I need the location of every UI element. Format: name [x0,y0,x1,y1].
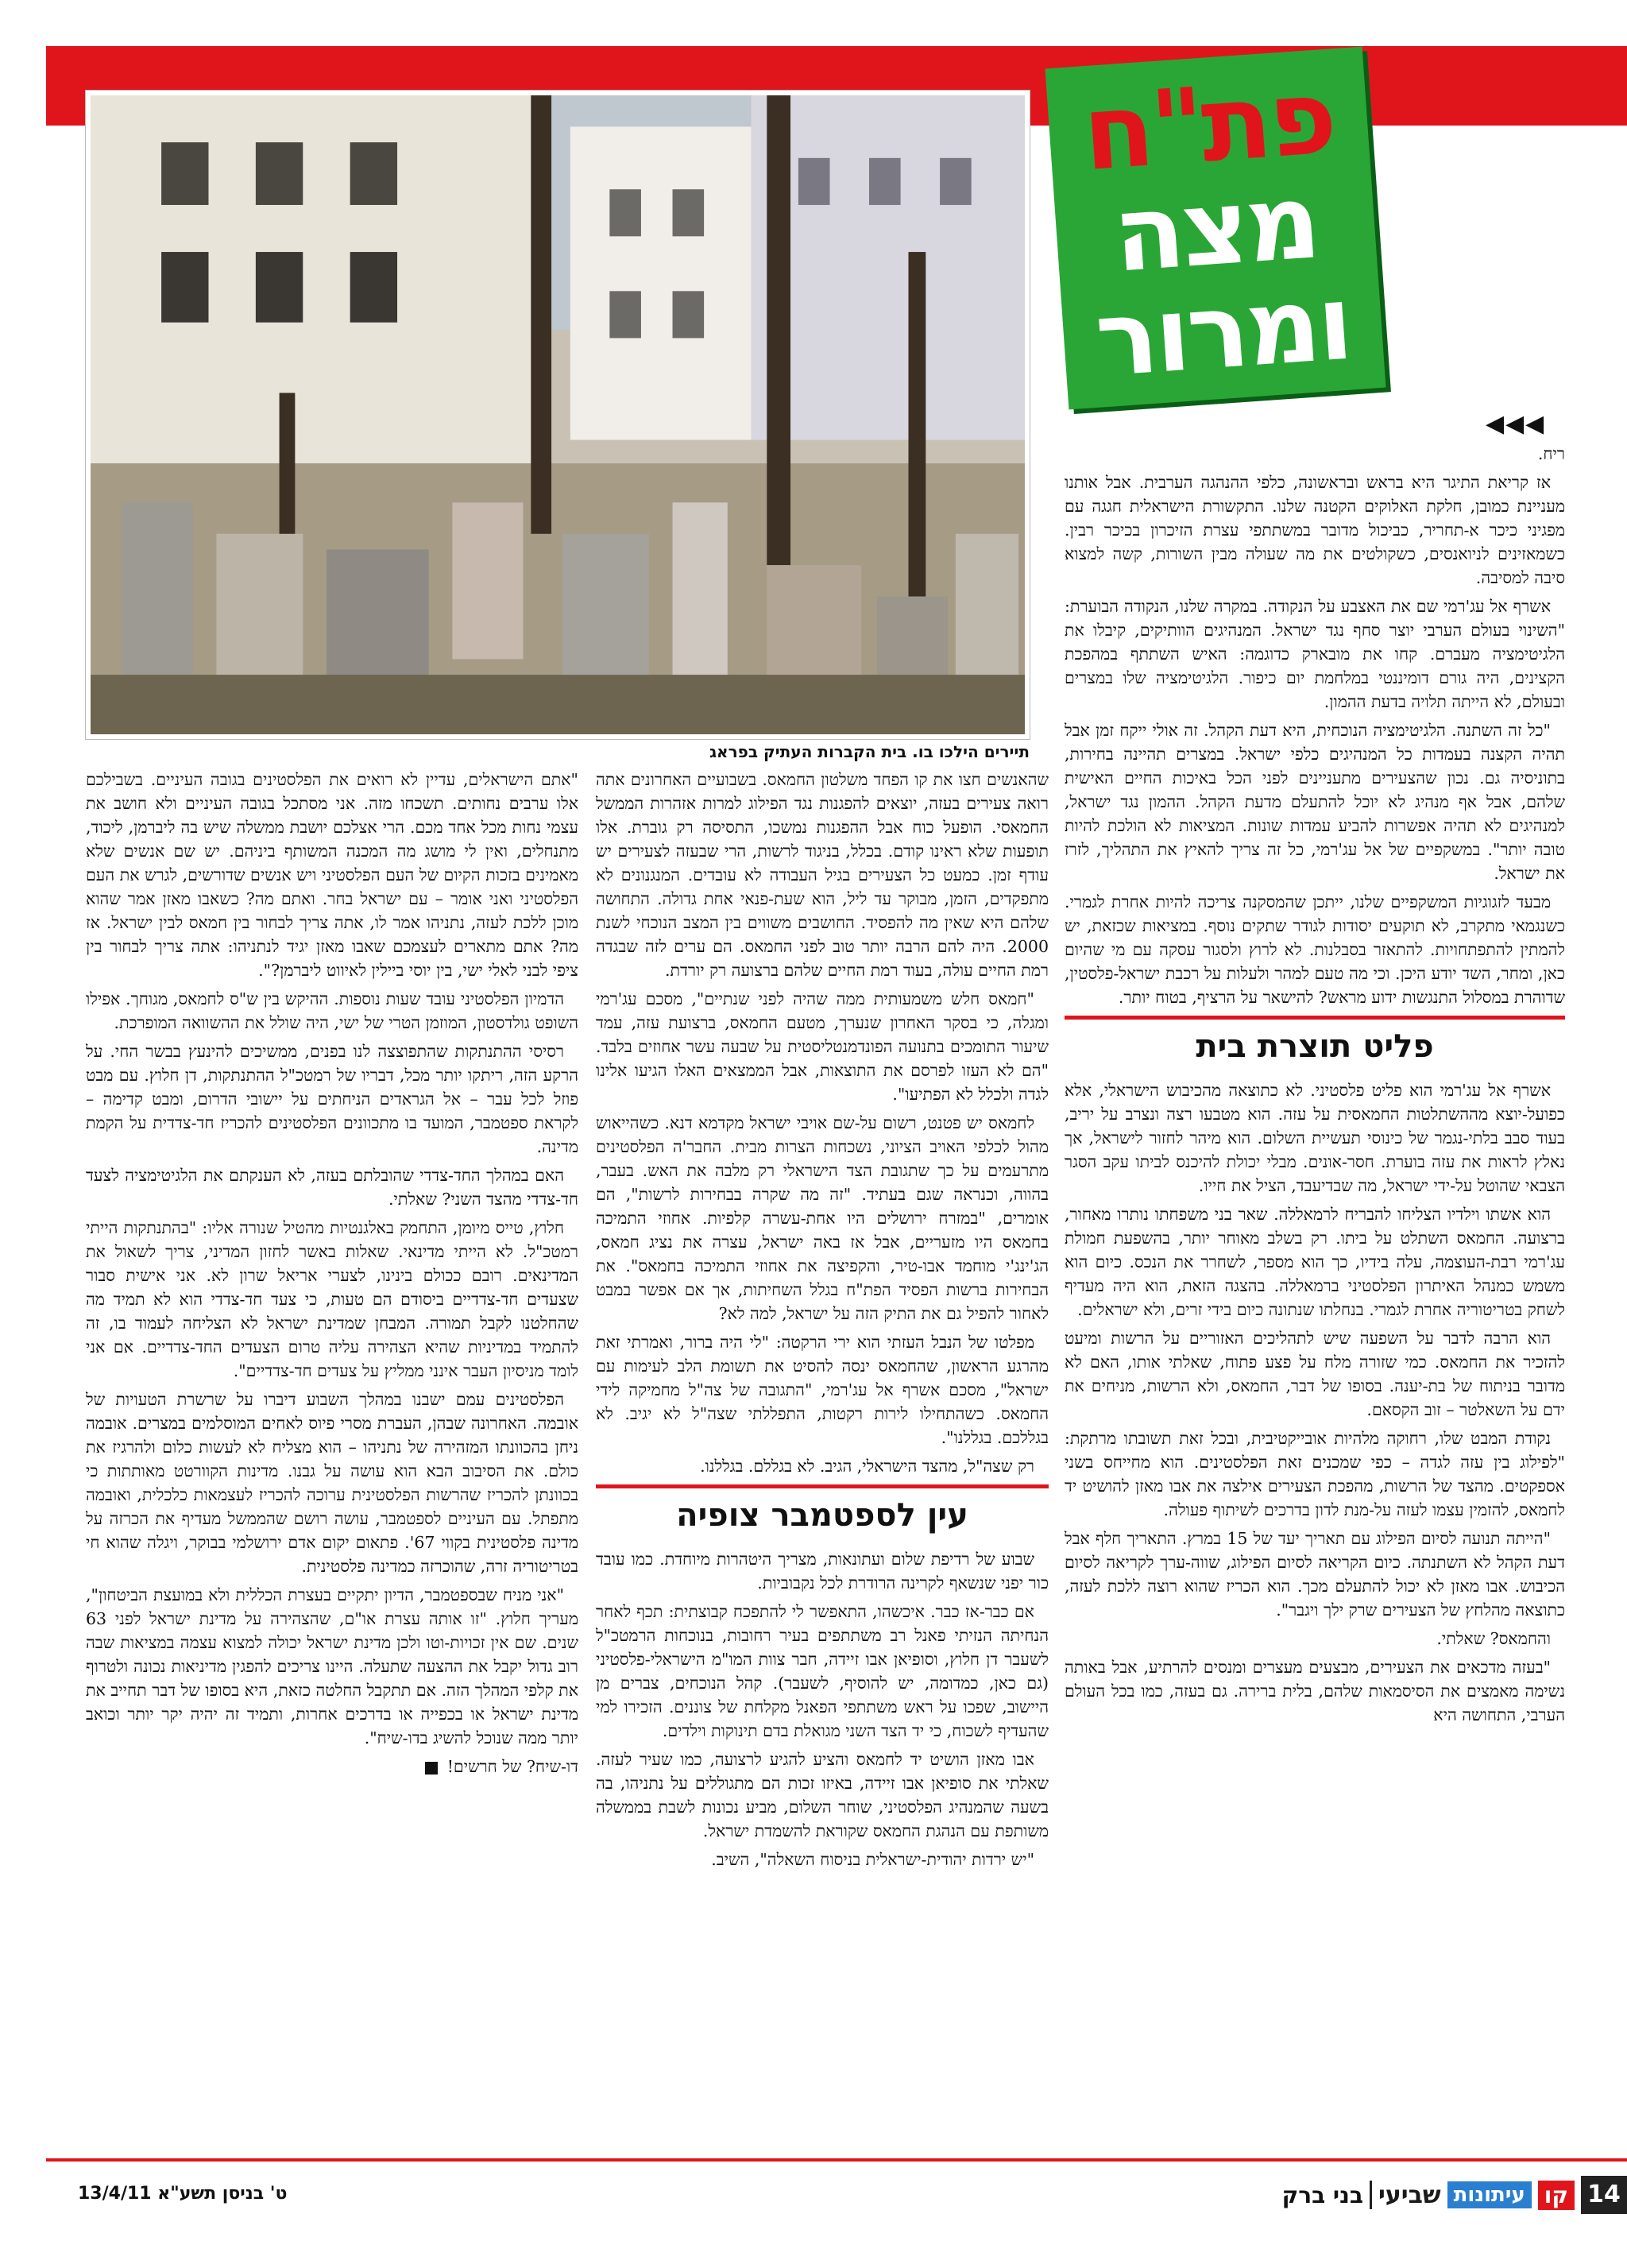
paragraph: אם כבר-אז כבר. איכשהו, התאפשר לי להתפכח קבוצתית: תכף לאחר הנחיתה הנזיתי פאנל רב משתתפים בעיר רחובות, בנוכחות הרמטכ"ל לשעבר דן חלוץ, וסופיאן אבו זיידה, חבר צוות המו"מ הישראלי-פלסטיני (גם כאן, כמדומה, יש להוסיף, לשעבר). קהל הנוכחים, צברים מן היישוב, שפכו על ראש משתתפי הפאנל מקלחת של צוננים. הזכירו למי שהעדיף לשכוח, כי יד הצד השני מגואלת בדם תינוקות וילדים. [596,1602,1049,1740]
paragraph: הוא אשתו וילדיו הצליחו להבריח לרמאללה. שאר בני משפחתו נותרו מאחור, ברצועה. החמאס השתלט על ביתו. רק בשלב מאוחר יותר, בהשפעת חמולת עג'רמי רבת-העוצמה, עלה בידיו, כך הוא מספר, לשחרר את הנכס. כיום הוא משמש כמנהל האיתרון הפלסטיני ברמאללה. בהצגה הזאת, הוא היה מעדיף לשחק בטריטוריה אחרת לגמרי. בנחלתו שנתונה כיום בידי זרים, ולא ישראלים. [1065,1205,1565,1319]
logo-separator [1370,2181,1372,2209]
paragraph: "חמאס חלש משמעותית ממה שהיה לפני שנתיים", מסכם עג'רמי ומגלה, כי בסקר האחרון שנערך, מטעם החמאס, ברצועת עזה, עמד שיעור התומכים בתנועה הפונדמנטליסטית על שבעה עשר אחוזים בלבד. "הם לא העזו לפרסם את התוצאות, אבל הממצאים האלו הגיעו אלינו לגדה ולכלל לא הפתיעו". [596,989,1049,1104]
paragraph: מפלטו של הנבל העזתי הוא ירי הרקטה: "לי היה ברור, ואמרתי זאת מהרגע הראשון, שהחמאס ינסה להסיט את תשומת הלב לעימות עם ישראל", מסכם אשרף אל עג'רמי, "התגובה של צה"ל מחמיקה לידי החמאס. כשהתחילו לירות רקטות, התפללתי שצה"ל לא יגיב. לא בגללכם. בגללנו". [596,1333,1049,1447]
section-subhead: פליט תוצרת בית [1065,1016,1565,1070]
paragraph: "הייתה תנועה לסיום הפילוג עם תאריך יעד של 15 במרץ. התאריך חלף אבל דעת הקהל לא השתנתה. כיום הקריאה לסיום הפילוג, שווה-ערך לקריאה לסיום הכיבוש. אבו מאזן לא יכול להתעלם מכך. הוא הכריז שהוא רוצה ללכת לעזה, כתוצאה מהלחץ של הצעירים שרק ילך ויגבר". [1065,1529,1565,1620]
paragraph: שבוע של רדיפת שלום ועתונאות, מצריך היטהרות מיוחדת. כמו עובד כור יפני שנשאף לקרינה הרודרת לכל נקבוביות. [596,1550,1049,1593]
paragraph: "כל זה השתנה. הלגיטימציה הנוכחית, היא דעת הקהל. זה אולי ייקח זמן אבל תהיה הקצנה בעמדות כל המנהיגים כלפי ישראל. במצרים תהיינה בחירות, בתוניסיה גם. נכון שהצעירים מתעניינים לפני הכל באיכות החיים האישית שלהם, אבל אף מנהיג לא יוכל להתעלם מדעת הקהל. ההמון נגד ישראל, למנהיגים לא תהיה אפשרות להביע עמדות שונות. המציאות לא הולכת להיות טובה יותר". במשקפיים של אל עג'רמי, כל זה צריך להאיץ את התהליך, לזרז את ישראל. [1065,721,1565,883]
paragraph: אבו מאזן הושיט יד לחמאס והציע להגיע לרצועה, כמו שעיר לעזה. שאלתי את סופיאן אבו זיידה, באיזו זכות הם מתגוללים על נתניהו, בה בשעה שהמנהיג הפלסטיני, שוחר השלום, מביע נכונות לשבת בממשלה משותפת עם הנהגת החמאס שקוראת להשמדת ישראל. [596,1750,1049,1840]
publication-logo [1282,2176,1575,2214]
article-column-1 [1065,442,1565,2127]
paragraph: "בעזה מדכאים את הצעירים, מבצעים מעצרים ומנסים להרתיע, אבל באותה נשימה מאמצים את הסיסמאות שלהם, בלית ברירה. גם בעזה, כמו בכל העולם הערבי, התחושה היא [1065,1658,1565,1724]
paragraph: רסיסי ההתנתקות שהתפוצצה לנו בפנים, ממשיכים להינעץ בבשר החי. על הרקע הזה, ריתקו יותר מכל, דבריו של רמטכ"ל ההתנתקות, דן חלוץ. עם מבט פוזל לכל עבר – אל הגראדים הניחתים על יישובי הדרום, ומבט קדימה – לקראת ספטמבר, המועד בו מתכוונים הפלסטינים להכריז חד-צדדית על הקמת מדינה. [86,1042,578,1156]
paragraph: "אתם הישראלים, עדיין לא רואים את הפלסטינים בגובה העיניים. בשבילכם אלו ערבים נחותים. תשכחו מזה. אני מסתכל בגובה העיניים ולא חושב את עצמי נחות מכל אחד מכם. הרי אצלכם יושבת ממשלה שיש בה ליברמן, ליכוד, מתנחלים, ואין לי מושג מה המכנה המשותף ביניהם. יש שם אנשים שלא מאמינים בזכות הקיום של העם הפלסטיני ויש אנשים שדורשים, לגרש את העם הפלסטיני ואני אומר – עם ישראל בחר. ואתם מה? כשאבו מאזן אמר שהוא מוכן ללכת לעזה, נתניהו אמר לו, אתה צריך לבחור בין חמאס לבין ישראל. אז מה? אתם מתארים לעצמכם שאבו מאזן יגיד לנתניהו: אתה צריך לבחור בין ציפי לבני לאלי ישי, בין יוסי ביילין לאיווט ליברמן?". [86,770,578,980]
paragraph: ריח. [1537,444,1565,463]
continuation-arrows-icon: ◀◀◀ [1486,410,1546,438]
title-line-2: מצה [1109,161,1322,296]
photo-caption: תיירים הילכו בו. בית הקברות העתיק בפראג [709,742,1030,761]
paragraph: אז קריאת התיגר היא בראש ובראשונה, כלפי ההנהגה הערבית. אבל אותנו מעניינת כמובן, חלקת האלוקים הקטנה שלנו. התקשורת הישראלית חגגה עם מפגיני כיכר א-תחריר, כביכול מדובר במשתתפי עצרת הזיכרון בכיכר רבין. כשמאזינים לניואנסים, כשקולטים את מה שעולה מבין השורות, קשה למצוא סיבה למסיבה. [1065,473,1565,587]
paragraph: והחמאס? שאלתי. [1436,1629,1551,1648]
paragraph: שהאנשים חצו את קו הפחד משלטון החמאס. בשבועיים האחרונים אתה רואה צעירים בעזה, יוצאים להפגנות נגד הפילוג למרות אזהרות הממשל החמאסי. הופעל כוח אבל ההפגנות נמשכו, התסיסה רק גוברת. אלו תופעות שלא ראינו קודם. בכלל, בניגוד לרשות, הרי שבעזה לצעירים יש עודף זמן. כמעט כל הצעירים בגיל העבודה לא עובדים. המנגנונים לא מתפקדים, הזמן, מבוקר עד ליל, הוא שעת-פנאי אחת גדולה. התחושה שלהם היא שאין מה להפסיד. החושבים משווים בין המצב הנוכחי לשנת 2000. היה להם הרבה יותר טוב לפני החמאס. הם ערים לזה שבגדה רמת החיים עולה, בעוד רמת החיים שלהם ברצועה רק יורדת. [596,770,1049,980]
closing-text: דו-שיח? של חרשים! [446,1757,578,1776]
page-number: 14 [1581,2176,1627,2214]
bottom-red-rule [46,2158,1627,2162]
paragraph: אשרף אל עג'רמי שם את האצבע על הנקודה. במקרה שלנו, הנקודה הבוערת: "השינוי בעולם הערבי יוצר סחף נגד ישראל. המנהיגים הוותיקים, קיבלו את הלגיטימציה מעברם. קחו את מובארק כדוגמה: האיש השתתף במהפכת הקצינים, היה גורם דומיננטי במלחמת יום כיפור. הלגיטימציה שלו במצרים ובעולם, לא הייתה תלויה בדעת ההמון. [1065,597,1565,711]
title-line-3: ומרור [1092,261,1354,401]
logo-kav: קו [1538,2181,1575,2210]
logo-city: בני ברק [1281,2181,1363,2208]
title-line-1: פת"ח [1079,56,1338,195]
cemetery-illustration [91,95,1025,734]
paragraph: מבעד לזגוגיות המשקפיים שלנו, ייתכן שהמסקנה צריכה להיות אחרת לגמרי. כשנגמאי מתקרב, לא תוקעים יסודות לגודר שתקים נוסף. במציאות שכזאת, יש להמתין להתפתחויות. להתאזר בסבלנות. לא לרוץ ולסגור עסקה עם מי שהיום כאן, ומחר, השד יודע היכן. וכי מה טעם למהר ולעלות על רכבת ישראל-פלסטין, שדוהרת במסלול התנגשות ידוע מראש? להישאר על הרציף, בטוח יותר. [1065,892,1565,1007]
issue-date: ט' בניסן תשע"א 13/4/11 [78,2184,288,2204]
page-footer [46,2171,1627,2219]
article-column-3 [86,768,578,2127]
paragraph: חלוץ, טייס מיומן, התחמק באלגנטיות מהטיל שנורה אליו: "בהתנתקות הייתי רמטכ"ל. לא הייתי מדינאי. שאלות באשר לחזון המדיני, צריך לשאול את המדינאים. רובם ככולם בינינו, לצערי אריאל שרון לא. אני אישית סבור שצעדים חד-צדדיים ביסודם הם טעות, כי צעד חד-צדדי הוא לא תמיד מה שהחלטנו לקבל תמורה. המבחן שמדינת ישראל לא הצליחה לעמוד בו, זה להתמיד במדיניות שהיא הצהירה עליה טרום הצעדים החד-צדדיים. אם אני לומד מניסיון העבר אינני ממליץ על צעדים חד-צדדיים". [86,1218,578,1380]
paragraph: "אני מניח שבספטמבר, הדיון יתקיים בעצרת הכללית ולא במועצת הביטחון", מעריך חלוץ. "זו אותה עצרת או"ם, שהצהירה על מדינת ישראל לפני 63 שנים. שם אין זכויות-וטו ולכן מדינת ישראל יכולה למצוא עצמה במציאות שבה רוב גדול יקבל את ההצעה שתעלה. היינו צריכים להפגין מדיניאות נכונה ולטרוף את קלפי המהלך הזה. אם תתקבל החלטה כזאת, היא בסופו של דבר תחייב את מדינת ישראל או בכפייה או בדרכים אחרות, ותמיד זה יהיה יקר יותר וכואב יותר ממה שנוכל להשיג בדו-שיח". [86,1585,578,1747]
paragraph: לחמאס יש פטנט, רשום על-שם אויבי ישראל מקדמא דנא. כשהייאוש מהול לכלפי האויב הציוני, נשכחות הצרות מבית. החבר'ה הפלסטינים מתרעמים על כך שתגובת הצד הישראלי רק מלבה את האש. בעבר, בהווה, וכנראה שגם בעתיד. "זה מה שקרה בבחירות לרשות", הם אומרים, "במזרח ירושלים היו אחת-עשרה קלפיות. אחוזי התמיכה בחמאס היו מזעריים, אבל אז באה ישראל, עצרה את נציג חמאס, הג'ינג'י מוחמד אבו-טיר, והקפיצה את אחוזי התמיכה בחמאס". את הבחירות ברשות הפסיד הפת"ח בגלל השחיתות, אך אם אפשר במבט לאחור להפיל גם את התיק הזה על ישראל, למה לא? [596,1113,1049,1323]
paragraph: הפלסטינים עמם ישבנו במהלך השבוע דיברו על שרשרת הטעויות של אובמה. האחרונה שבהן, העברת מסרי פיוס לאחים המוסלמים במצרים. אובמה ניחן בהכוונתו המזהירה של נתניהו – הוא מצליח לא לעשות כלום ולהרגיז את כולם. את הסיבוב הבא הוא עושה על גבנו. מדינות הקוורטט מאותתות כי בכוונתן להכריז שהרשות הפלסטינית ערוכה להכריז לעצמאות כלכלית, ואובמה מתפתל. עם העיניים לספטמבר, עושה רושם שהממשל מעדיף את הכרזה על מדינה פלסטינית בקווי 67'. פתאום יקום אדם ירושלמי בבוקר, ויגלה שהוא חי בטריטוריה זרה, שהוכרזה כמדינה פלסטינית. [86,1390,578,1576]
logo-shviii: שביעי [1378,2181,1441,2209]
logo-itonut: עיתונות [1447,2181,1532,2208]
paragraph: רק שצה"ל, מהצד הישראלי, הגיב. לא בגללם. בגללנו. [700,1457,1034,1476]
cemetery-photo [86,91,1030,739]
paragraph: אשרף אל עג'רמי הוא פליט פלסטיני. לא כתוצאה מהכיבוש הישראלי, אלא כפועל-יוצא מההשתלטות החמאסית על עזה. הוא מטבעו רצה ונצרב על יריב, בעוד סבב בלתי-נגמר של כינוסי תעשיית השלום. הוא מיהר לחזור לישראל, אך נאלץ לראות את עזה בוערת. חסר-אונים. מבלי יכולת להיכנס לביתו עקב הסגר הצבאי שהוטל על-ידי ישראל, מה שבדיעבד, הציל את חייו. [1065,1081,1565,1195]
paragraph: הדמיון הפלסטיני עובד שעות נוספות. ההיקש בין ש"ס לחמאס, מגוחך. אפילו השופט גולדסטון, המוזמן הטרי של ישי, היה שולל את ההשוואה המופרכת. [86,989,578,1032]
paragraph: נקודת המבט שלו, רחוקה מלהיות אובייקטיבית, ובכל זאת תשובתו מרתקת: "לפילוג בין עזה לגדה – כפי שמכנים זאת הפלסטינים. הוא מחייחס בשני אספקטים. מהצד של הרשות, מהפכת הצעירים אילצה את אבו מאזן להושיט יד לחמאס, להזמין עצמו לעזה על-מנת לדון בדרכים לשיתוף פעולה. [1065,1429,1565,1519]
end-mark-icon [425,1762,438,1775]
section-subhead: עין לספטמבר צופיה [596,1484,1049,1539]
article-title [1045,47,1385,410]
paragraph: "יש ירדות יהודית-ישראלית בניסוח השאלה", השיב. [711,1850,1034,1869]
paragraph: האם במהלך החד-צדדי שהובלתם בעזה, לא הענקתם את הלגיטימציה לצעד חד-צדדי מהצד השני? שאלתי. [86,1166,578,1209]
paragraph: הוא הרבה לדבר על השפעה שיש לתהליכים האזוריים על הרשות ומיעט להזכיר את החמאס. כמי שזורה מלח על פצע פתוח, שאלתי אותו, האם לא מדובר בניתוח של בת-יענה. בסופו של דבר, החמאס, ולא הרשות, מניחים את ידם על השאלטר – זוב הקסאם. [1065,1329,1565,1419]
closing-line [86,1755,578,1778]
article-column-2 [596,768,1049,2127]
